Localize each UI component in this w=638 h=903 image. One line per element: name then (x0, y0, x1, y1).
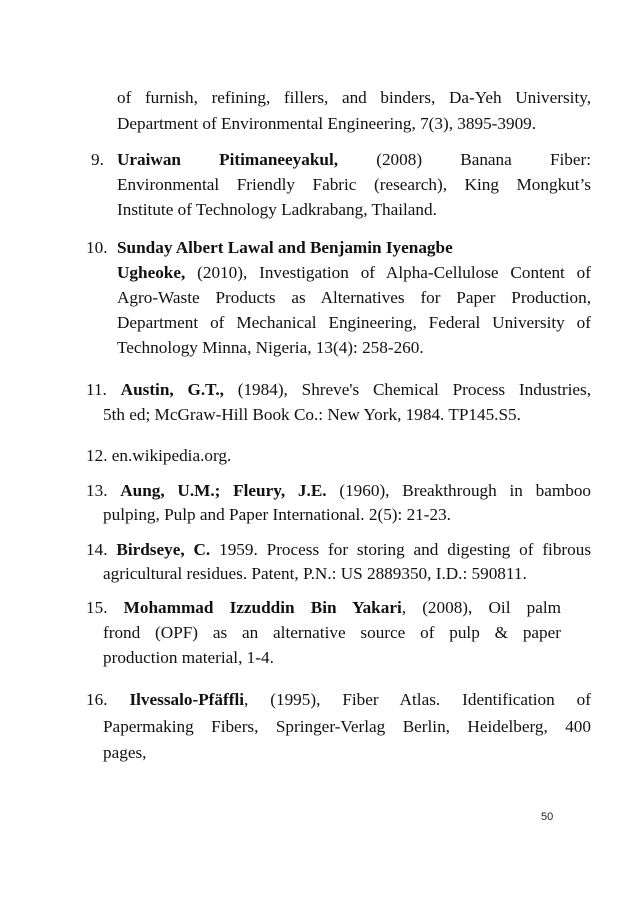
reference-11-line-2: 5th ed; McGraw-Hill Book Co.: New York, 1984. TP145.S5. (103, 405, 521, 424)
reference-number: 11. (86, 380, 107, 399)
reference-10-authors (117, 238, 453, 258)
reference-text: en.wikipedia.org. (111, 446, 232, 465)
reference-16-line-1 (86, 690, 591, 710)
reference-author: Mohammad Izzuddin Bin Yakari (123, 598, 402, 617)
reference-8-line-2: Department of Environmental Engineering, 7(3), 3895-3909. (117, 114, 537, 133)
reference-12-line-1 (86, 446, 231, 466)
reference-10-line-2: Agro-Waste Products as Alternatives for Paper Production, (117, 288, 591, 307)
reference-author: Ilvessalo-Pfäffli (129, 690, 245, 709)
reference-9-line-3: Institute of Technology Ladkrabang, Thailand. (117, 200, 437, 219)
reference-author: Austin, G.T., (120, 380, 224, 399)
reference-text: , (1995), Fiber Atlas. Identification of (244, 690, 591, 709)
reference-9-line-2: Environmental Friendly Fabric (research), King Mongkut’s (117, 175, 591, 194)
reference-16-line-2: Papermaking Fibers, Springer-Verlag Berlin, Heidelberg, 400 (103, 717, 591, 736)
reference-text: (2010), Investigation of Alpha-Cellulose Content of (197, 263, 592, 282)
reference-13-line-1 (86, 481, 591, 501)
reference-15-line-3: production material, 1-4. (103, 648, 274, 667)
reference-10-line-1 (117, 263, 591, 283)
page-number: 50 (541, 811, 554, 823)
reference-text: (1960), Breakthrough in bamboo (339, 481, 592, 500)
reference-text: (1984), Shreve's Chemical Process Industries, (237, 380, 591, 399)
reference-14-line-2: agricultural residues. Patent, P.N.: US 2889350, I.D.: 590811. (103, 564, 527, 583)
reference-text: 1959. Process for storing and digesting of fibrous (219, 540, 592, 559)
reference-number: 10. (86, 238, 108, 257)
reference-13-line-2: pulping, Pulp and Paper International. 2(5): 21-23. (103, 505, 451, 524)
reference-author: Birdseye, C. (116, 540, 211, 559)
reference-9-line-1 (117, 150, 591, 170)
reference-16-line-3: pages, (103, 743, 147, 762)
reference-number: 12. (86, 446, 108, 465)
reference-14-line-1 (86, 540, 591, 560)
reference-number: 14. (86, 540, 108, 559)
reference-author: Sunday Albert Lawal and Benjamin Iyenagbe (117, 238, 453, 257)
reference-10-line-3: Department of Mechanical Engineering, Federal University of (117, 313, 591, 332)
reference-10-line-4: Technology Minna, Nigeria, 13(4): 258-260. (117, 338, 424, 357)
reference-number: 9. (91, 150, 104, 169)
reference-author: Aung, U.M.; Fleury, J.E. (120, 481, 327, 500)
reference-15-line-2: frond (OPF) as an alternative source of pulp & paper (103, 623, 561, 642)
reference-text: , (2008), Oil palm (401, 598, 562, 617)
reference-11-line-1 (86, 380, 591, 400)
reference-author: Uraiwan Pitimaneeyakul, (117, 150, 339, 169)
reference-author: Ugheoke, (117, 263, 186, 282)
reference-number: 13. (86, 481, 108, 500)
reference-8-line-1: of furnish, refining, fillers, and binders, Da-Yeh University, (117, 88, 591, 107)
reference-15-line-1 (86, 598, 561, 618)
reference-number: 15. (86, 598, 108, 617)
reference-number: 16. (86, 690, 108, 709)
reference-text: (2008) Banana Fiber: (376, 150, 592, 169)
